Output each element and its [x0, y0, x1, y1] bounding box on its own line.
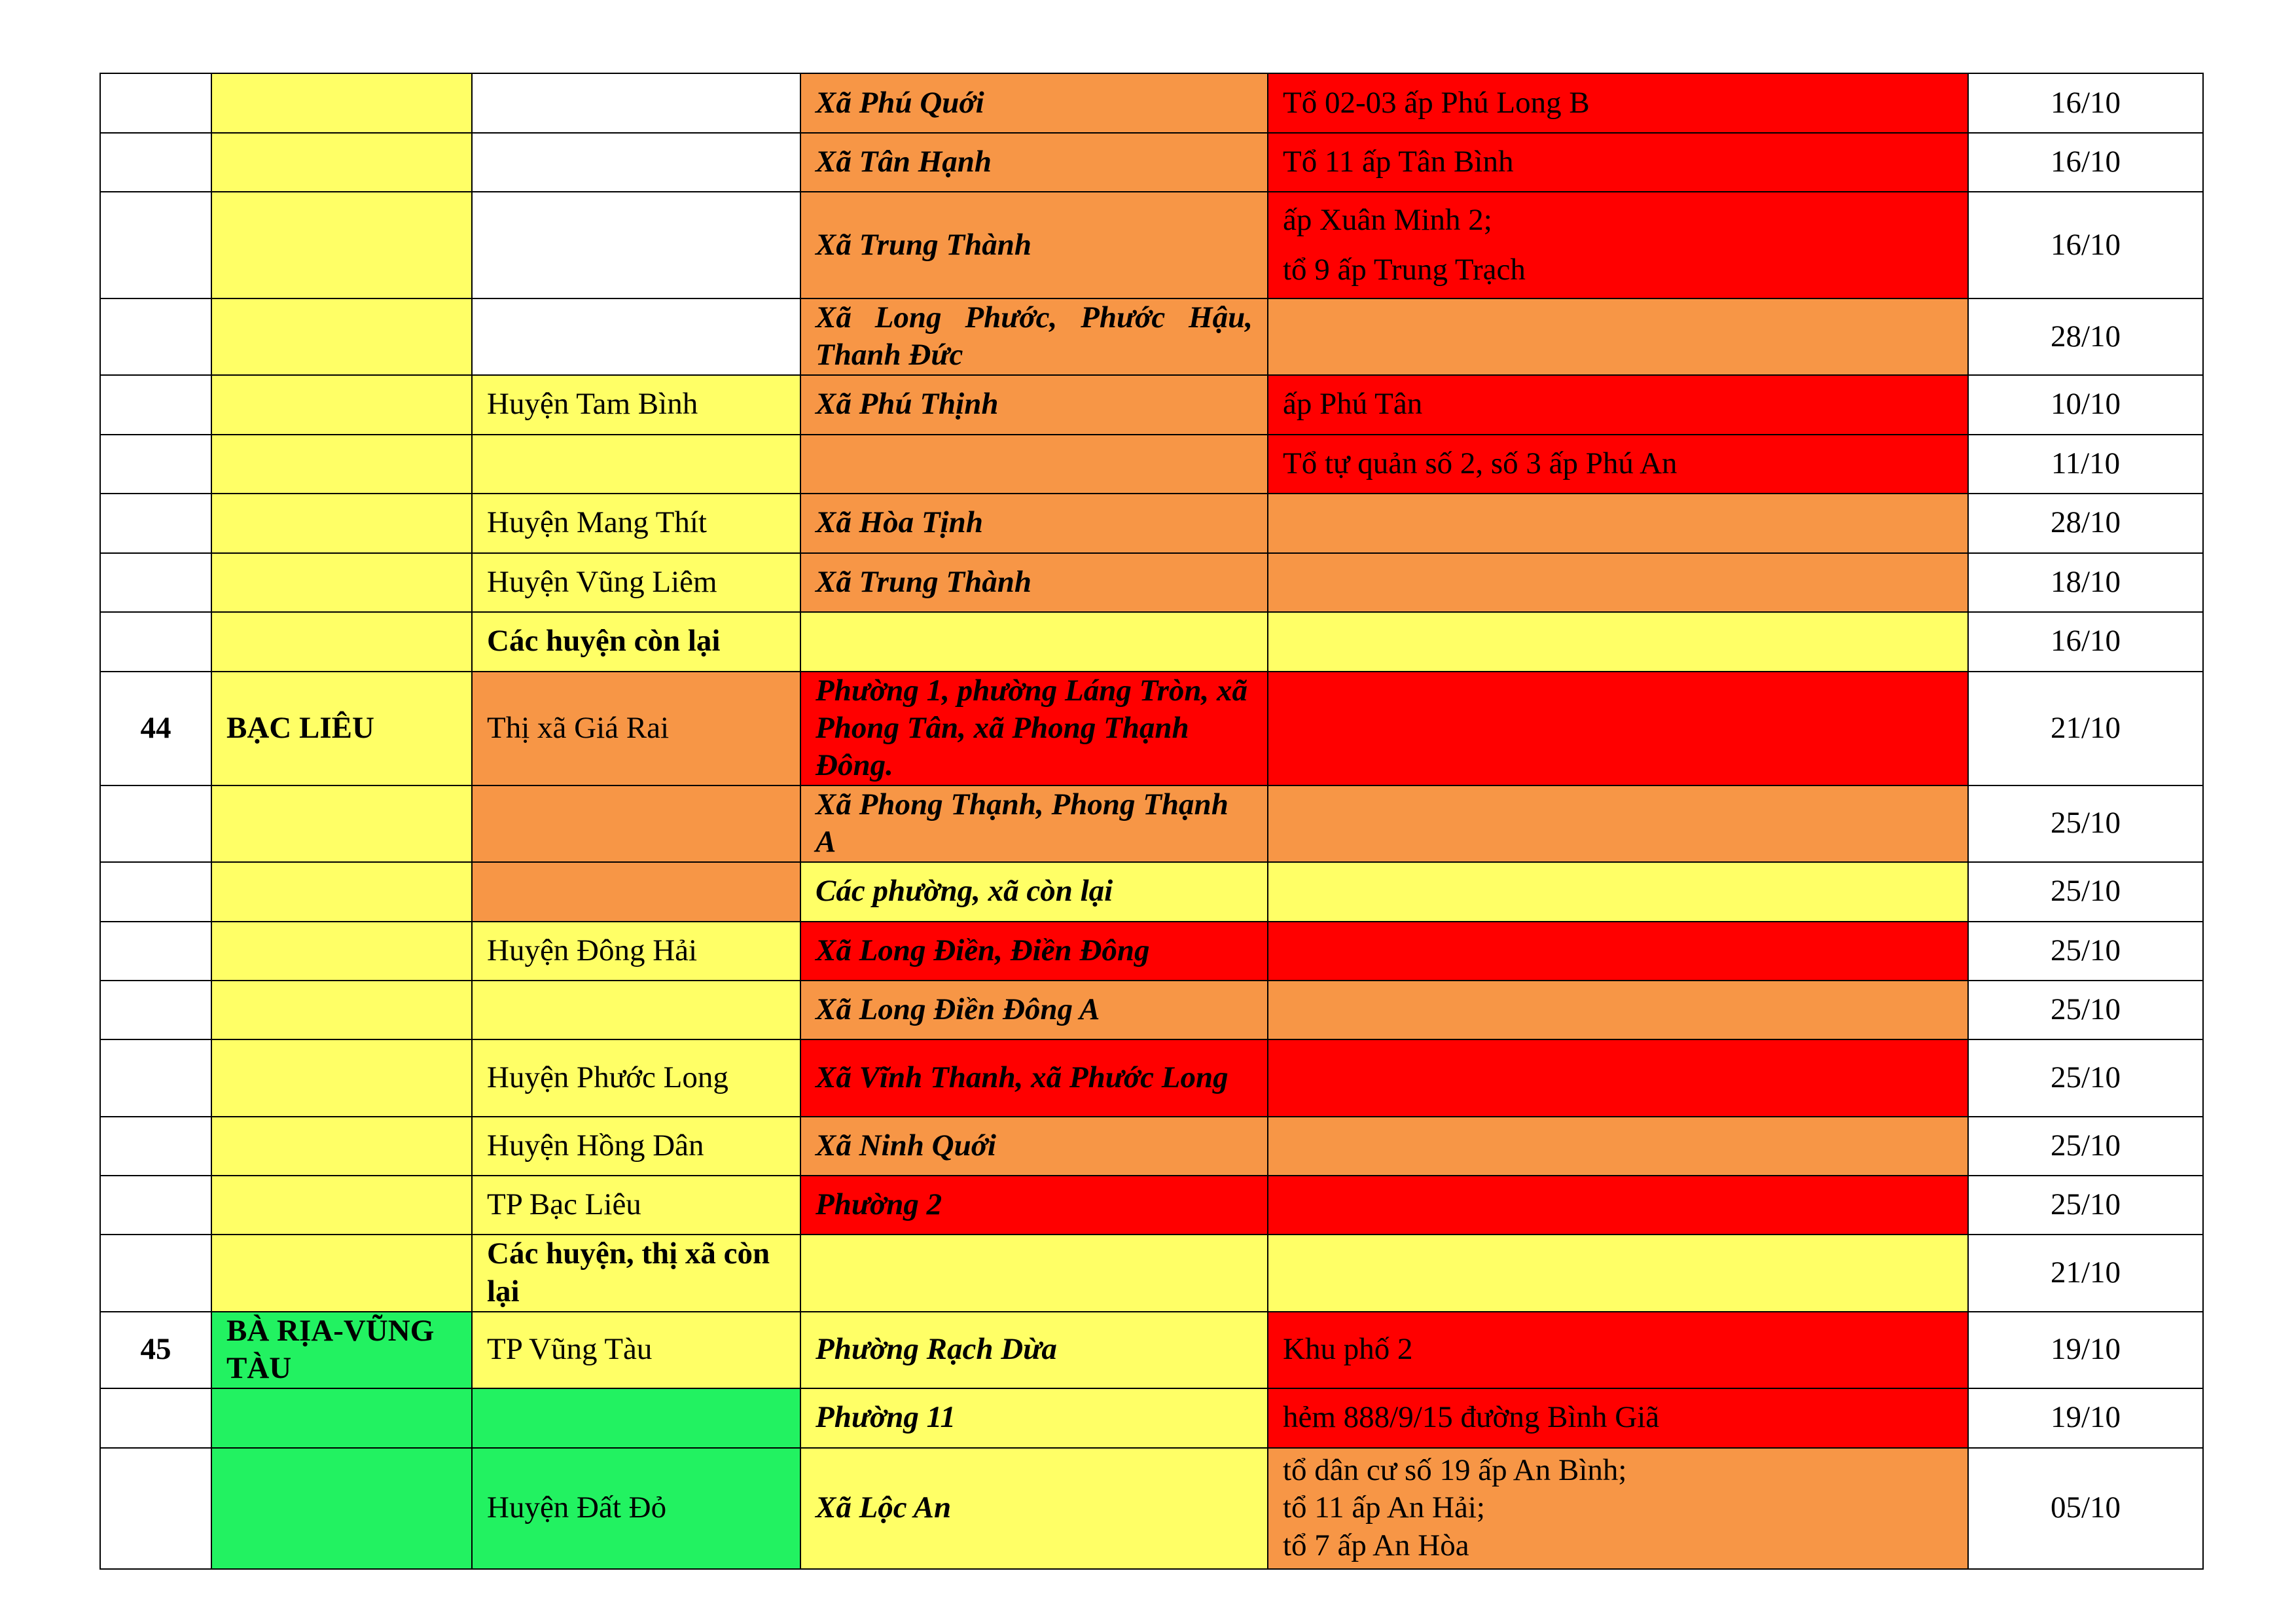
table-row: [100, 1235, 2203, 1312]
area-line: tổ 11 ấp An Hải;: [1283, 1490, 1485, 1525]
date-cell: 16/10: [1968, 192, 2203, 298]
province-cell: [211, 1117, 472, 1176]
area-cell: Tổ tự quản số 2, số 3 ấp Phú An: [1268, 435, 1968, 494]
date-cell: 21/10: [1968, 672, 2203, 785]
date-cell: 25/10: [1968, 1176, 2203, 1235]
area-line: ấp Xuân Minh 2;: [1283, 203, 1492, 238]
row-number: [100, 1117, 211, 1176]
row-number: [100, 375, 211, 435]
province-cell: [211, 375, 472, 435]
date-cell: 05/10: [1968, 1448, 2203, 1569]
table-row: [100, 1176, 2203, 1235]
ward-cell: Xã Trung Thành: [800, 553, 1268, 612]
province-cell: [211, 298, 472, 375]
row-number: [100, 1388, 211, 1448]
date-cell: 16/10: [1968, 612, 2203, 672]
row-number: [100, 862, 211, 922]
row-number: [100, 298, 211, 375]
province-cell: [211, 494, 472, 553]
table-row: [100, 1039, 2203, 1117]
date-cell: 25/10: [1968, 862, 2203, 922]
province-cell: [211, 862, 472, 922]
row-number: [100, 133, 211, 192]
table-row: [100, 494, 2203, 553]
ward-cell: Các phường, xã còn lại: [800, 862, 1268, 922]
area-cell: [1268, 494, 1968, 553]
area-cell: [1268, 298, 1968, 375]
table-row: [100, 1312, 2203, 1388]
date-cell: 16/10: [1968, 133, 2203, 192]
date-cell: 28/10: [1968, 298, 2203, 375]
area-cell: [1268, 672, 1968, 785]
district-cell: Thị xã Giá Rai: [472, 672, 800, 785]
area-cell: [1268, 1039, 1968, 1117]
ward-cell: Xã Ninh Quới: [800, 1117, 1268, 1176]
date-cell: 19/10: [1968, 1312, 2203, 1388]
district-cell: [472, 862, 800, 922]
table-row: [100, 862, 2203, 922]
table-row: [100, 785, 2203, 862]
row-number: [100, 1235, 211, 1312]
ward-cell: [800, 1235, 1268, 1312]
district-cell: [472, 133, 800, 192]
row-number: [100, 435, 211, 494]
date-cell: 25/10: [1968, 1039, 2203, 1117]
table-row: [100, 298, 2203, 375]
province-cell: [211, 435, 472, 494]
row-number: [100, 922, 211, 981]
row-number: [100, 1039, 211, 1117]
district-cell: [472, 1388, 800, 1448]
area-line: tổ 9 ấp Trung Trạch: [1283, 252, 1526, 287]
area-cell: Tổ 11 ấp Tân Bình: [1268, 133, 1968, 192]
area-cell: [1268, 981, 1968, 1039]
province-cell: [211, 922, 472, 981]
date-cell: 10/10: [1968, 375, 2203, 435]
area-cell: [1268, 1235, 1968, 1312]
ward-cell: Phường Rạch Dừa: [800, 1312, 1268, 1388]
table-row: [100, 672, 2203, 785]
ward-cell: [800, 612, 1268, 672]
ward-cell: Xã Vĩnh Thanh, xã Phước Long: [800, 1039, 1268, 1117]
district-cell: Huyện Vũng Liêm: [472, 553, 800, 612]
table-row: [100, 922, 2203, 981]
province-cell: [211, 785, 472, 862]
area-cell: [1268, 192, 1968, 298]
date-cell: 11/10: [1968, 435, 2203, 494]
province-cell: [211, 1388, 472, 1448]
row-number: [100, 494, 211, 553]
row-number: [100, 1448, 211, 1569]
area-cell: [1268, 1176, 1968, 1235]
province-cell: [211, 612, 472, 672]
area-cell: [1268, 862, 1968, 922]
date-cell: 25/10: [1968, 1117, 2203, 1176]
area-cell: ấp Phú Tân: [1268, 375, 1968, 435]
table-row: [100, 73, 2203, 133]
date-cell: 19/10: [1968, 1388, 2203, 1448]
province-cell: [211, 553, 472, 612]
ward-cell: Xã Tân Hạnh: [800, 133, 1268, 192]
province-cell: [211, 1176, 472, 1235]
row-number: [100, 553, 211, 612]
ward-cell: Xã Lộc An: [800, 1448, 1268, 1569]
ward-cell: Phường 11: [800, 1388, 1268, 1448]
province-cell: [211, 133, 472, 192]
province-cell: [211, 1448, 472, 1569]
district-cell: Huyện Đông Hải: [472, 922, 800, 981]
date-cell: 25/10: [1968, 922, 2203, 981]
district-cell: [472, 981, 800, 1039]
ward-cell: Xã Long Phước, Phước Hậu, Thanh Đức: [800, 298, 1268, 375]
date-cell: 18/10: [1968, 553, 2203, 612]
area-cell: Khu phố 2: [1268, 1312, 1968, 1388]
district-cell: Huyện Phước Long: [472, 1039, 800, 1117]
district-cell: [472, 192, 800, 298]
ward-cell: Phường 2: [800, 1176, 1268, 1235]
row-number: [100, 73, 211, 133]
province-cell: BÀ RỊA-VŨNG TÀU: [211, 1312, 472, 1388]
ward-cell: Xã Hòa Tịnh: [800, 494, 1268, 553]
table-row: [100, 1117, 2203, 1176]
district-cell: Huyện Tam Bình: [472, 375, 800, 435]
ward-cell: Xã Phú Thịnh: [800, 375, 1268, 435]
table-row: [100, 1448, 2203, 1569]
district-cell: [472, 785, 800, 862]
district-cell: Các huyện còn lại: [472, 612, 800, 672]
ward-cell: Xã Long Điền, Điền Đông: [800, 922, 1268, 981]
ward-cell: Xã Long Điền Đông A: [800, 981, 1268, 1039]
district-cell: Các huyện, thị xã còn lại: [472, 1235, 800, 1312]
table-row: [100, 553, 2203, 612]
district-cell: [472, 435, 800, 494]
table-row: [100, 192, 2203, 298]
row-number: [100, 1176, 211, 1235]
area-cell: Tổ 02-03 ấp Phú Long B: [1268, 73, 1968, 133]
province-cell: BẠC LIÊU: [211, 672, 472, 785]
row-number: 45: [100, 1312, 211, 1388]
area-cell: [1268, 922, 1968, 981]
ward-cell: Xã Trung Thành: [800, 192, 1268, 298]
area-cell: [1268, 612, 1968, 672]
area-cell: [1268, 785, 1968, 862]
ward-cell: Phường 1, phường Láng Tròn, xã Phong Tân, xã Phong Thạnh Đông.: [800, 672, 1268, 785]
table-row: [100, 375, 2203, 435]
area-line: tổ dân cư số 19 ấp An Bình;: [1283, 1453, 1627, 1488]
area-cell: [1268, 1448, 1968, 1569]
area-line: tổ 7 ấp An Hòa: [1283, 1528, 1469, 1562]
table-row: [100, 981, 2203, 1039]
district-cell: TP Bạc Liêu: [472, 1176, 800, 1235]
row-number: [100, 612, 211, 672]
table-row: [100, 435, 2203, 494]
row-number: [100, 981, 211, 1039]
row-number: [100, 785, 211, 862]
ward-cell: [800, 435, 1268, 494]
date-cell: 25/10: [1968, 981, 2203, 1039]
province-cell: [211, 981, 472, 1039]
province-cell: [211, 1235, 472, 1312]
province-cell: [211, 1039, 472, 1117]
ward-cell: Xã Phong Thạnh, Phong Thạnh A: [800, 785, 1268, 862]
district-cell: Huyện Mang Thít: [472, 494, 800, 553]
date-cell: 21/10: [1968, 1235, 2203, 1312]
table-row: [100, 1388, 2203, 1448]
table-row: [100, 133, 2203, 192]
province-cell: [211, 73, 472, 133]
area-cell: hẻm 888/9/15 đường Bình Giã: [1268, 1388, 1968, 1448]
area-cell: [1268, 553, 1968, 612]
district-cell: Huyện Đất Đỏ: [472, 1448, 800, 1569]
row-number: [100, 192, 211, 298]
district-cell: Huyện Hồng Dân: [472, 1117, 800, 1176]
area-cell: [1268, 1117, 1968, 1176]
zone-table: [99, 73, 2204, 1570]
date-cell: 16/10: [1968, 73, 2203, 133]
date-cell: 25/10: [1968, 785, 2203, 862]
table-row: [100, 612, 2203, 672]
district-cell: [472, 298, 800, 375]
province-cell: [211, 192, 472, 298]
date-cell: 28/10: [1968, 494, 2203, 553]
row-number: 44: [100, 672, 211, 785]
district-cell: [472, 73, 800, 133]
district-cell: TP Vũng Tàu: [472, 1312, 800, 1388]
ward-cell: Xã Phú Quới: [800, 73, 1268, 133]
